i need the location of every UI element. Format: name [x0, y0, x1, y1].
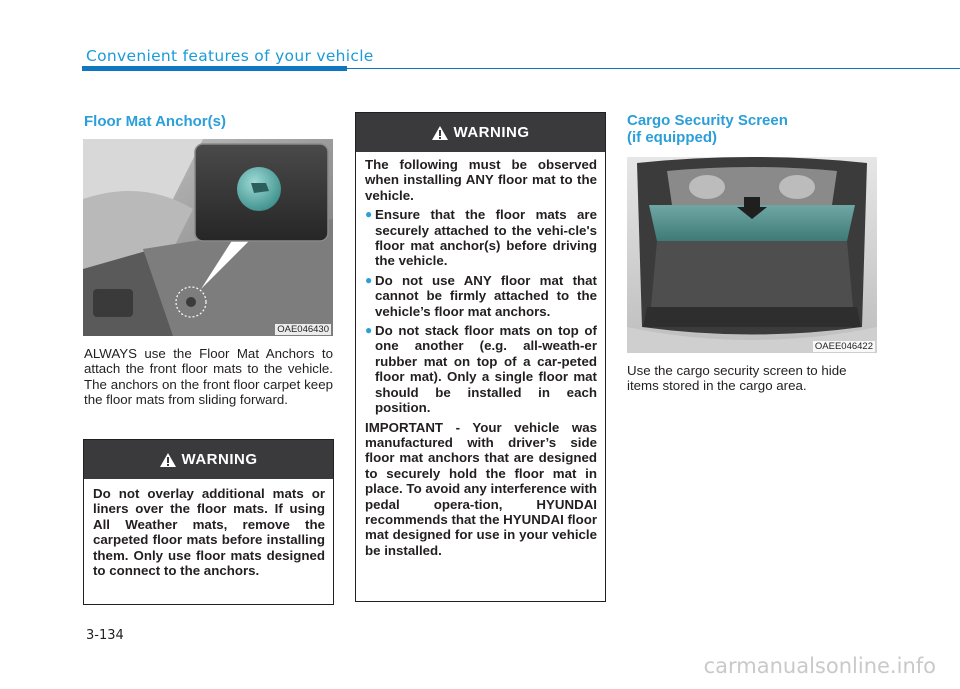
watermark: carmanualsonline.info	[703, 654, 936, 678]
floor-mat-installation-warning	[355, 112, 606, 602]
bullet-dot-icon: ●	[365, 272, 373, 287]
section-header-title: Convenient features of your vehicle	[86, 47, 374, 65]
cargo-area-illustration	[627, 157, 877, 353]
warning-important-note: IMPORTANT - Your vehicle was manufactured with driver’s side floor mat anchors that are designed to securely hold the floor mat in place. To avoid any interference with pedal opera-tion, HYUNDAI recommends that the HYUNDAI floor mat designed for use in your vehicle be installed.	[365, 419, 597, 558]
bullet-text: Do not stack floor mats on top of one another (e.g. all-weath-er rubber mat on top of a car-peted floor mat). Only a single floor mat should be installed in each position.	[375, 323, 597, 416]
header-rule	[347, 68, 960, 69]
cargo-title-line: Cargo Security Screen	[627, 112, 788, 129]
image-caption: OAEE046422	[814, 341, 873, 352]
floor-mat-anchor-image	[83, 139, 333, 336]
cargo-security-screen-description: Use the cargo security screen to hide items stored in the cargo area.	[627, 363, 847, 394]
cargo-security-screen-image	[627, 157, 877, 353]
page-number: 3-134	[86, 628, 124, 643]
warning-triangle-icon	[160, 453, 176, 467]
header-accent-bar	[82, 66, 347, 71]
warning-intro: The following must be observed when installing ANY floor mat to the vehicle.	[365, 157, 597, 203]
warning-bullet	[365, 207, 597, 269]
warning-label: WARNING	[181, 451, 258, 468]
floor-mat-anchor-description: ALWAYS use the Floor Mat Anchors to attach the front floor mats to the vehicle. The anchors on the front floor carpet keep the floor mats from sliding forward.	[84, 346, 333, 408]
warning-header	[356, 113, 605, 152]
bullet-dot-icon: ●	[365, 207, 373, 222]
image-caption: OAE046430	[277, 324, 329, 335]
bullet-text: Ensure that the floor mats are securely attached to the vehi-cle's floor mat anchor(s) before driving the vehicle.	[375, 207, 597, 269]
floor-mat-anchor-title: Floor Mat Anchor(s)	[84, 113, 226, 130]
warning-header	[84, 440, 333, 479]
bullet-dot-icon: ●	[365, 323, 373, 338]
warning-bullet	[365, 273, 597, 319]
warning-text: Do not overlay additional mats or liners over the floor mats. If using All Weather mats, remove the carpeted floor mats before installing them. Only use floor mats designed to connect to the anchors.	[93, 486, 325, 579]
warning-label: WARNING	[453, 124, 530, 141]
warning-triangle-icon	[432, 126, 448, 140]
floor-mat-overlay-warning	[83, 439, 334, 605]
cargo-security-screen-title	[627, 112, 788, 146]
warning-bullet	[365, 323, 597, 415]
cargo-title-line: (if equipped)	[627, 129, 717, 146]
bullet-text: Do not use ANY floor mat that cannot be firmly attached to the vehicle’s floor mat anchors.	[375, 272, 597, 319]
floor-mat-anchor-illustration	[83, 139, 333, 336]
